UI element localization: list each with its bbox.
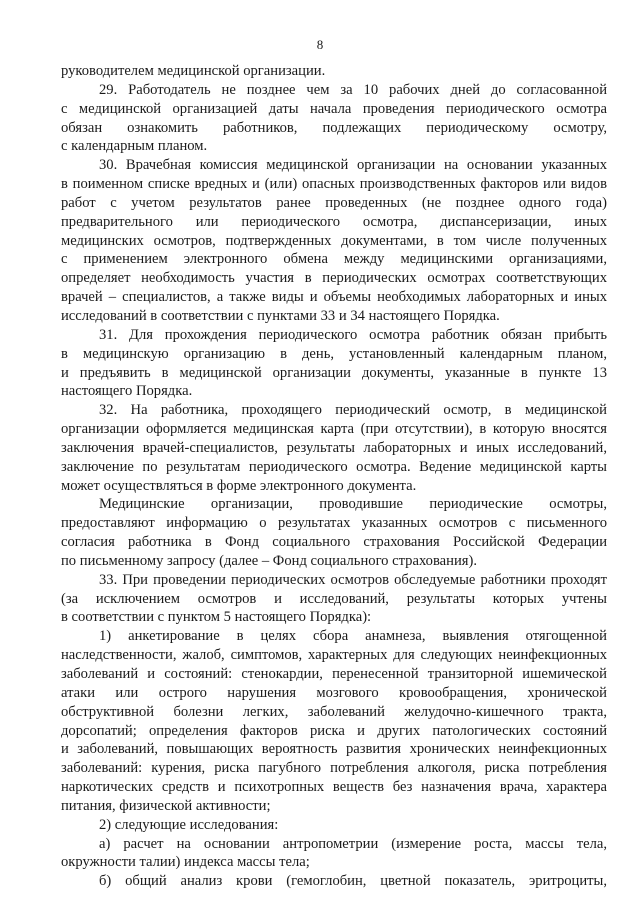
- text-line: определяет необходимость участия в периодических осмотрах соответствующих: [61, 270, 607, 287]
- text-line: в соответствии с пунктом 5 настоящего Порядка):: [61, 609, 372, 626]
- text-line: 30. Врачебная комиссия медицинской организации на основании указанных: [99, 157, 607, 174]
- text-line: заболеваний и состояний: стенокардии, перенесенной транзиторной ишемической: [61, 666, 607, 682]
- text-line: с применением электронного обмена между медицинскими организациями,: [61, 251, 607, 268]
- text-line: организации оформляется медицинская карта (при отсутствии), в которую вносятся: [61, 421, 607, 438]
- text-line: обязан ознакомить работников, подлежащих периодическому осмотру,: [61, 119, 607, 136]
- text-line: а) расчет на основании антропометрии (измерение роста, массы тела,: [99, 835, 607, 852]
- text-line: может осуществляться в форме электронного документа.: [61, 477, 417, 494]
- text-line: предварительного или периодического осмотра, диспансеризации, иных: [61, 213, 607, 230]
- document-body: [61, 62, 607, 891]
- text-line: заболеваний: курения, риска пагубного потребления алкоголя, риска потребления: [61, 760, 607, 777]
- text-line: атаки или острого нарушения мозгового кровообращения, хронической: [61, 684, 607, 701]
- text-line: руководителем медицинской организации.: [61, 63, 326, 79]
- text-line: б) общий анализ крови (гемоглобин, цветной показатель, эритроциты,: [99, 873, 607, 890]
- text-line: и заболеваний, повышающих вероятность развития хронических неинфекционных: [61, 741, 607, 758]
- text-line: окружности талии) индекса массы тела;: [61, 854, 310, 871]
- text-line: исследований в соответствии с пунктами 33 и 34 настоящего Порядка.: [61, 307, 500, 324]
- text-line: наследственности, жалоб, симптомов, характерных для следующих неинфекционных: [61, 647, 607, 664]
- text-line: с календарным планом.: [61, 138, 208, 155]
- text-line: и предъявить в медицинской организации документы, указанные в пункте 13: [61, 364, 607, 381]
- text-line: медицинских осмотров, подтвержденных документами, в том числе полученных: [61, 232, 607, 249]
- text-line: 2) следующие исследования:: [99, 816, 279, 833]
- text-line: Медицинские организации, проводившие периодические осмотры,: [99, 496, 607, 513]
- text-line: с медицинской организацией даты начала проведения периодического осмотра: [61, 100, 607, 117]
- text-line: 32. На работника, проходящего периодический осмотр, в медицинской: [99, 402, 607, 419]
- text-line: заключения врачей-специалистов, результаты лабораторных и иных исследований,: [61, 439, 607, 456]
- text-line: в медицинскую организацию в день, установленный календарным планом,: [61, 345, 607, 362]
- text-line: по письменному запросу (далее – Фонд социального страхования).: [61, 552, 477, 569]
- text-line: согласия работника в Фонд социального страхования Российской Федерации: [61, 534, 607, 551]
- text-line: 31. Для прохождения периодического осмотра работник обязан прибыть: [99, 326, 607, 343]
- text-line: предоставляют информацию о результатах указанных осмотров с письменного: [61, 515, 607, 532]
- text-line: (за исключением осмотров и исследований, результаты которых учтены: [61, 590, 607, 607]
- text-line: работ с учетом результатов ранее проведенных (не позднее одного года): [61, 194, 607, 211]
- text-line: врачей – специалистов, а также виды и объемы необходимых лабораторных и иных: [61, 289, 607, 306]
- text-line: 1) анкетирование в целях сбора анамнеза, выявления отягощенной: [99, 628, 607, 645]
- text-line: заключение по результатам периодического осмотра. Ведение медицинской карты: [61, 458, 607, 475]
- text-line: 33. При проведении периодических осмотров обследуемые работники проходят: [99, 571, 607, 588]
- text-line: наркотических средств и психотропных веществ без назначения врача, характера: [61, 779, 607, 796]
- text-line: в поименном списке вредных и (или) опасных производственных факторов или видов: [61, 176, 607, 193]
- text-line: питания, физической активности;: [61, 797, 271, 814]
- text-line: 29. Работодатель не позднее чем за 10 рабочих дней до согласованной: [99, 81, 607, 98]
- text-line: настоящего Порядка.: [61, 383, 193, 400]
- page-number: 8: [316, 37, 324, 52]
- text-line: обструктивной болезни легких, заболеваний желудочно-кишечного тракта,: [61, 703, 607, 720]
- text-line: дорсопатий; определения факторов риска и других патологических состояний: [61, 722, 607, 739]
